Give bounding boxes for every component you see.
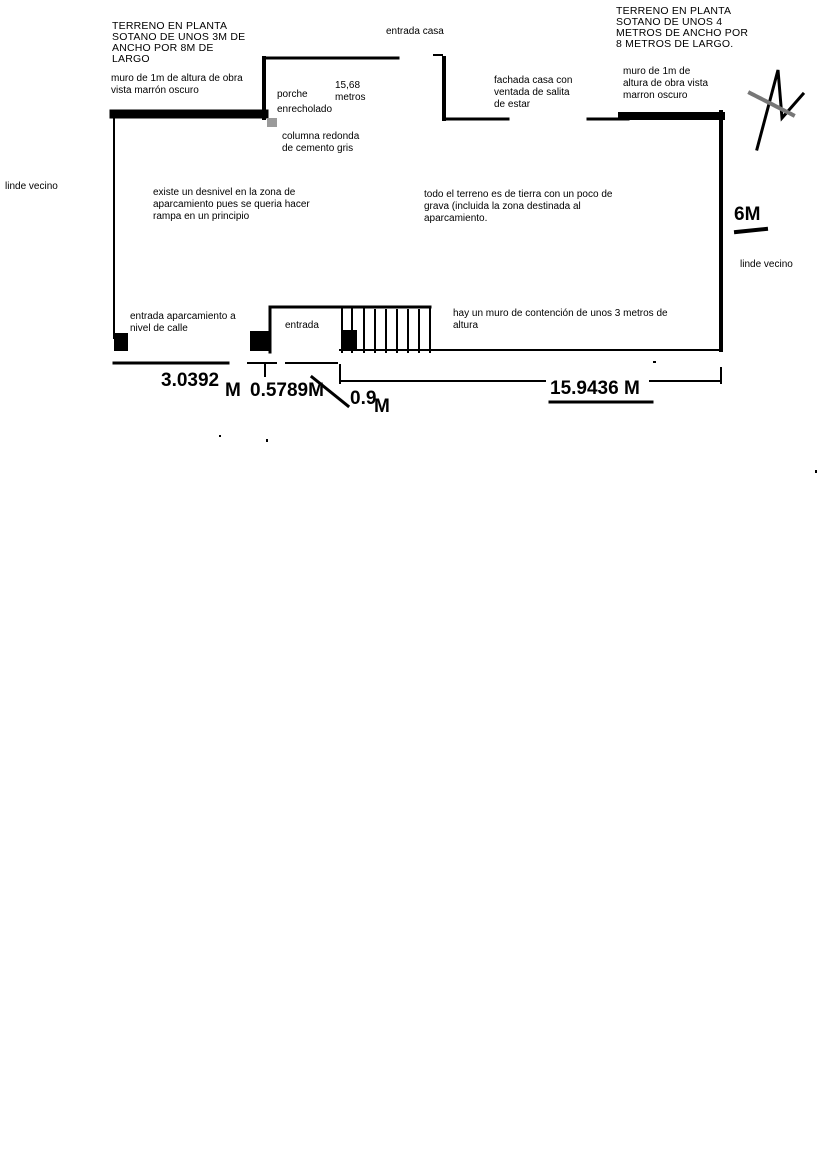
dimension-1-unit: M bbox=[225, 380, 241, 401]
parking-post-left bbox=[114, 333, 128, 351]
small-mark-1 bbox=[219, 435, 221, 437]
title-left-note: TERRENO EN PLANTA SOTANO DE UNOS 3M DE ANCHO POR 8M DE LARGO bbox=[112, 20, 246, 65]
side-dim-line bbox=[736, 229, 766, 232]
dimension-3-value: 0.9 bbox=[350, 388, 377, 409]
facade-note: fachada casa con ventada de salita de estar bbox=[494, 75, 573, 110]
porch-label: porche enrecholado bbox=[277, 89, 333, 115]
wall-right-note: muro de 1m de altura de obra vista marron oscuro bbox=[623, 66, 709, 101]
dimension-2: 0.5789M bbox=[250, 380, 324, 401]
dimension-1-value: 3.0392 bbox=[161, 370, 220, 391]
small-mark-3 bbox=[815, 470, 817, 473]
neighbour-boundary-right: linde vecino bbox=[740, 259, 793, 270]
wall-left-note: muro de 1m de altura de obra vista marrón oscuro bbox=[111, 73, 243, 96]
slope-note: existe un desnivel en la zona de aparcamiento pues se queria hacer rampa en un principio bbox=[153, 187, 310, 222]
retaining-wall-note: hay un muro de contención de unos 3 metros de altura bbox=[453, 308, 668, 331]
dimension-3-unit: M bbox=[374, 396, 390, 417]
parking-post-right bbox=[250, 331, 270, 351]
parking-entrance-note: entrada aparcamiento a nivel de calle bbox=[130, 311, 236, 334]
ground-note: todo el terreno es de tierra con un poco de grava (incluida la zona destinada al aparcamiento. bbox=[424, 189, 613, 224]
small-mark-4 bbox=[653, 361, 656, 363]
stair-post bbox=[343, 330, 357, 351]
round-column bbox=[267, 118, 277, 127]
small-mark-2 bbox=[266, 439, 268, 442]
title-right-note: TERRENO EN PLANTA SOTANO DE UNOS 4 METROS DE ANCHO POR 8 METROS DE LARGO. bbox=[616, 5, 749, 50]
porch-measure-label: 15,68 metros bbox=[335, 80, 366, 103]
neighbour-boundary-left: linde vecino bbox=[5, 181, 58, 192]
side-dimension: 6M bbox=[734, 204, 761, 225]
north-arrow-icon bbox=[750, 70, 803, 149]
dimension-4: 15.9436 M bbox=[550, 378, 640, 399]
column-note: columna redonda de cemento gris bbox=[282, 131, 360, 154]
entrance-label: entrada bbox=[285, 320, 319, 331]
house-entrance-label: entrada casa bbox=[386, 26, 444, 37]
